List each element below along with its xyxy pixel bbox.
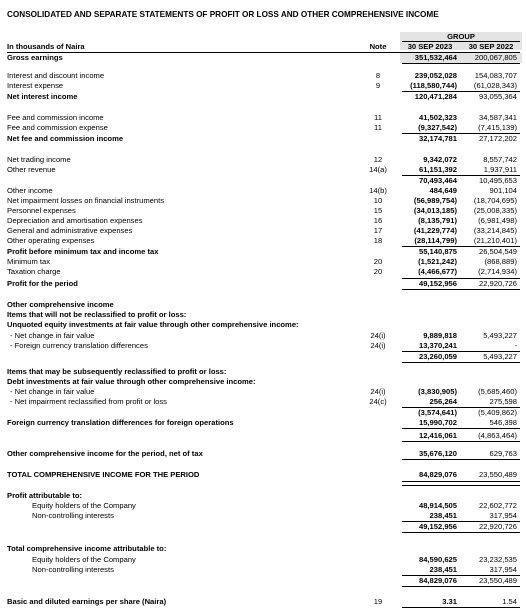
row-value-2023: 120,471,284	[414, 92, 457, 101]
row-value-2023: 13,370,241	[418, 341, 457, 350]
grand-total-double-rule	[402, 481, 520, 486]
row-value-2023: 49,152,956	[418, 522, 457, 531]
row-value-2022: (61,028,343)	[473, 81, 517, 90]
row-note: 24(c)	[369, 397, 387, 406]
table-row	[0, 511, 526, 521]
table-row	[0, 576, 526, 586]
row-value-2022: (21,210,401)	[473, 236, 517, 245]
table-row	[0, 216, 526, 226]
row-label: - Net change in fair value	[10, 331, 95, 340]
row-note: 11	[374, 113, 382, 122]
section-heading	[0, 377, 526, 387]
row-value-2023: 48,914,505	[418, 501, 457, 510]
row-value-2023: 84,829,076	[418, 576, 457, 585]
table-row	[0, 123, 526, 133]
row-value-2023: 23,260,059	[418, 352, 457, 361]
row-value-2023: 9,889,818	[423, 331, 457, 340]
row-value-2022: 5,493,227	[483, 352, 517, 361]
row-label: Basic and diluted earnings per share (Naira)	[7, 597, 167, 606]
subtotal-rule	[402, 428, 520, 429]
table-row	[0, 331, 526, 341]
table-row	[0, 113, 526, 123]
table-row	[0, 565, 526, 575]
total-rule	[402, 289, 520, 290]
row-value-2023: (1,521,242)	[418, 257, 457, 266]
table-row	[0, 597, 526, 607]
row-value-2022: 317,954	[489, 511, 517, 520]
row-label: Profit for the period	[7, 279, 78, 288]
row-label: Net trading income	[7, 155, 71, 164]
row-label: Gross earnings	[7, 53, 63, 62]
row-value-2022: 5,493,227	[483, 331, 517, 340]
table-row	[0, 501, 526, 511]
row-label: Depreciation and amortisation expenses	[7, 216, 143, 225]
table-row	[0, 186, 526, 196]
row-value-2023: 12,416,061	[418, 431, 457, 440]
table-row	[0, 341, 526, 351]
row-value-2023: (8,135,791)	[418, 216, 457, 225]
note-header: Note	[369, 42, 387, 51]
row-value-2022: 23,232,535	[478, 555, 517, 564]
row-label: Other comprehensive income	[7, 300, 114, 309]
row-value-2023: 15,990,702	[418, 418, 457, 427]
row-value-2023: 238,451	[429, 511, 457, 520]
row-value-2022: 154,083,707	[474, 71, 517, 80]
table-row	[0, 397, 526, 407]
row-note: 20	[373, 257, 383, 266]
row-value-2023: 49,152,956	[418, 279, 457, 288]
table-row	[0, 431, 526, 441]
section-heading	[0, 491, 526, 501]
table-row	[0, 470, 526, 480]
table-row	[0, 387, 526, 397]
row-label: Fee and commission expense	[7, 123, 108, 132]
row-note: 15	[373, 206, 383, 215]
row-value-2022: 22,920,726	[478, 279, 517, 288]
table-row	[0, 236, 526, 246]
row-label: Taxation charge	[7, 267, 61, 276]
row-label: Non-controlling interests	[32, 565, 114, 574]
row-value-2023: (9,327,542)	[418, 123, 457, 132]
row-value-2023: 41,502,323	[418, 113, 457, 122]
row-value-2023: 55,140,875	[418, 247, 457, 256]
row-note: 14(a)	[369, 165, 387, 174]
row-value-2022: 10,495,653	[478, 176, 517, 185]
total-rule	[402, 459, 520, 460]
row-label: Non-controlling interests	[32, 511, 114, 520]
row-value-2022: 275,598	[489, 397, 517, 406]
table-row	[0, 71, 526, 81]
row-value-2022: (2,714,934)	[478, 267, 517, 276]
row-label: Total comprehensive income attributable to:	[7, 544, 167, 553]
total-rule	[402, 532, 520, 533]
table-row	[0, 176, 526, 186]
row-label: Profit before minimum tax and income tax	[7, 247, 159, 256]
table-row	[0, 134, 526, 144]
group-header: GROUP	[447, 32, 475, 41]
table-row	[0, 226, 526, 236]
table-row	[0, 257, 526, 267]
section-heading	[0, 300, 526, 310]
row-label: Fee and commission income	[7, 113, 104, 122]
row-value-2023: 61,151,392	[418, 165, 457, 174]
row-value-2022: (5,409,862)	[478, 408, 517, 417]
row-value-2023: (3,830,905)	[418, 387, 457, 396]
row-value-2023: (4,466,677)	[418, 267, 457, 276]
row-value-2022: 34,587,341	[478, 113, 517, 122]
row-label: Net fee and commission income	[7, 134, 124, 143]
row-note: 12	[373, 155, 383, 164]
row-value-2023: (28,114,799)	[414, 236, 457, 245]
row-label: Other revenue	[7, 165, 56, 174]
row-value-2023: 351,532,464	[414, 53, 457, 62]
row-value-2023: 484,649	[429, 186, 457, 195]
row-value-2022: (868,889)	[484, 257, 517, 266]
row-value-2022: 26,504,549	[478, 247, 517, 256]
row-value-2022: (25,008,335)	[473, 206, 517, 215]
row-label: Net impairment losses on financial instruments	[7, 196, 165, 205]
row-value-2023: 238,451	[429, 565, 457, 574]
row-value-2022: 317,954	[489, 565, 517, 574]
row-note: 11	[374, 123, 382, 132]
table-row	[0, 81, 526, 91]
row-value-2022: -	[514, 341, 517, 350]
table-row	[0, 247, 526, 257]
row-label: Other operating expenses	[7, 236, 95, 245]
row-value-2023: (118,580,744)	[410, 81, 457, 90]
total-rule	[402, 586, 520, 587]
table-row	[0, 53, 526, 63]
row-note: 24(i)	[370, 387, 386, 396]
section-heading	[0, 544, 526, 554]
row-label: Debt investments at fair value through other comprehensive income:	[7, 377, 256, 386]
table-row	[0, 555, 526, 565]
row-label: Personnel expenses	[7, 206, 76, 215]
table-row	[0, 408, 526, 418]
table-row	[0, 165, 526, 175]
row-value-2022: 1.54	[502, 597, 517, 606]
row-note: 24(i)	[370, 331, 386, 340]
row-note: 19	[373, 597, 383, 606]
row-label: Equity holders of the Company	[32, 555, 136, 564]
table-row	[0, 196, 526, 206]
table-row	[0, 267, 526, 277]
row-value-2023: 70,493,464	[418, 176, 457, 185]
row-label: Other comprehensive income for the period, net of tax	[7, 449, 203, 458]
row-value-2023: 84,590,625	[418, 555, 457, 564]
row-note: 17	[373, 226, 383, 235]
column-1-header: 30 SEP 2023	[407, 42, 453, 51]
row-label: TOTAL COMPREHENSIVE INCOME FOR THE PERIOD	[7, 470, 200, 479]
row-value-2022: (5,685,460)	[478, 387, 517, 396]
row-label: Profit attributable to:	[7, 491, 83, 500]
total-rule	[402, 441, 520, 442]
row-value-2022: 200,067,805	[474, 53, 517, 62]
row-label: General and administrative expenses	[7, 226, 133, 235]
row-value-2023: 239,052,028	[414, 71, 457, 80]
row-note: 24(i)	[370, 341, 386, 350]
table-row	[0, 206, 526, 216]
row-value-2022: (4,863,464)	[478, 431, 517, 440]
row-note: 10	[373, 196, 383, 205]
row-value-2023: 35,676,120	[418, 449, 457, 458]
row-value-2022: (7,415,139)	[478, 123, 517, 132]
row-value-2023: 32,174,781	[418, 134, 457, 143]
total-rule	[402, 607, 520, 608]
row-value-2023: 9,342,072	[423, 155, 457, 164]
table-row	[0, 522, 526, 532]
total-rule	[402, 362, 520, 363]
row-value-2023: (3,574,641)	[418, 408, 457, 417]
unit-label: In thousands of Naira	[7, 42, 85, 51]
section-heading	[0, 310, 526, 320]
table-row	[0, 418, 526, 428]
row-label: - Net change in fair value	[10, 387, 95, 396]
table-row	[0, 155, 526, 165]
row-value-2022: 22,920,726	[478, 522, 517, 531]
row-value-2022: 22,602,772	[478, 501, 517, 510]
row-value-2022: 23,550,489	[478, 576, 517, 585]
row-value-2022: 27,172,202	[478, 134, 517, 143]
row-note: 8	[375, 71, 381, 80]
row-value-2023: (34,013,185)	[413, 206, 457, 215]
row-note: 14(b)	[369, 186, 387, 195]
row-label: Items that may be subsequently reclassified to profit or loss:	[7, 367, 227, 376]
row-note: 20	[373, 267, 383, 276]
row-value-2022: 1,937,911	[483, 165, 517, 174]
row-note: 16	[373, 216, 383, 225]
row-value-2022: (6,981,498)	[478, 216, 517, 225]
row-label: Other income	[7, 186, 53, 195]
row-value-2022: 629,763	[489, 449, 517, 458]
row-value-2022: (18,704,695)	[473, 196, 517, 205]
row-label: Foreign currency translation differences for foreign operations	[7, 418, 234, 427]
row-label: - Foreign currency translation differences	[10, 341, 148, 350]
row-label: Equity holders of the Company	[32, 501, 136, 510]
row-label: Interest and discount income	[7, 71, 105, 80]
table-row	[0, 352, 526, 362]
row-value-2023: (41,229,774)	[413, 226, 457, 235]
row-value-2023: 84,829,076	[418, 470, 457, 479]
row-value-2023: (56,989,754)	[413, 196, 457, 205]
row-label: Minimum tax	[7, 257, 51, 266]
row-value-2022: 93,055,364	[478, 92, 517, 101]
row-value-2022: (33,214,845)	[473, 226, 517, 235]
table-row	[0, 449, 526, 459]
row-note: 9	[375, 81, 381, 90]
statement-title: CONSOLIDATED AND SEPARATE STATEMENTS OF PROFIT OR LOSS AND OTHER COMPREHENSIVE INCOME	[7, 10, 439, 19]
row-label: Interest expense	[7, 81, 64, 90]
row-note: 18	[373, 236, 383, 245]
section-heading	[0, 320, 526, 330]
total-rule	[402, 63, 520, 64]
row-value-2022: 23,550,489	[478, 470, 517, 479]
row-label: Net interest income	[7, 92, 78, 101]
table-row	[0, 92, 526, 102]
table-row	[0, 279, 526, 289]
row-value-2022: 901,104	[489, 186, 517, 195]
row-value-2023: 3.31	[442, 597, 457, 606]
row-value-2023: 256,264	[429, 397, 457, 406]
section-heading	[0, 367, 526, 377]
row-value-2022: 8,557,742	[483, 155, 517, 164]
row-label: - Net impairment reclassified from profit or loss	[10, 397, 167, 406]
row-label: Unquoted equity investments at fair value through other comprehensive income:	[7, 320, 299, 329]
row-label: Items that will not be reclassified to profit or loss:	[7, 310, 187, 319]
column-2-header: 30 SEP 2022	[468, 42, 514, 51]
row-value-2022: 546,398	[489, 418, 517, 427]
